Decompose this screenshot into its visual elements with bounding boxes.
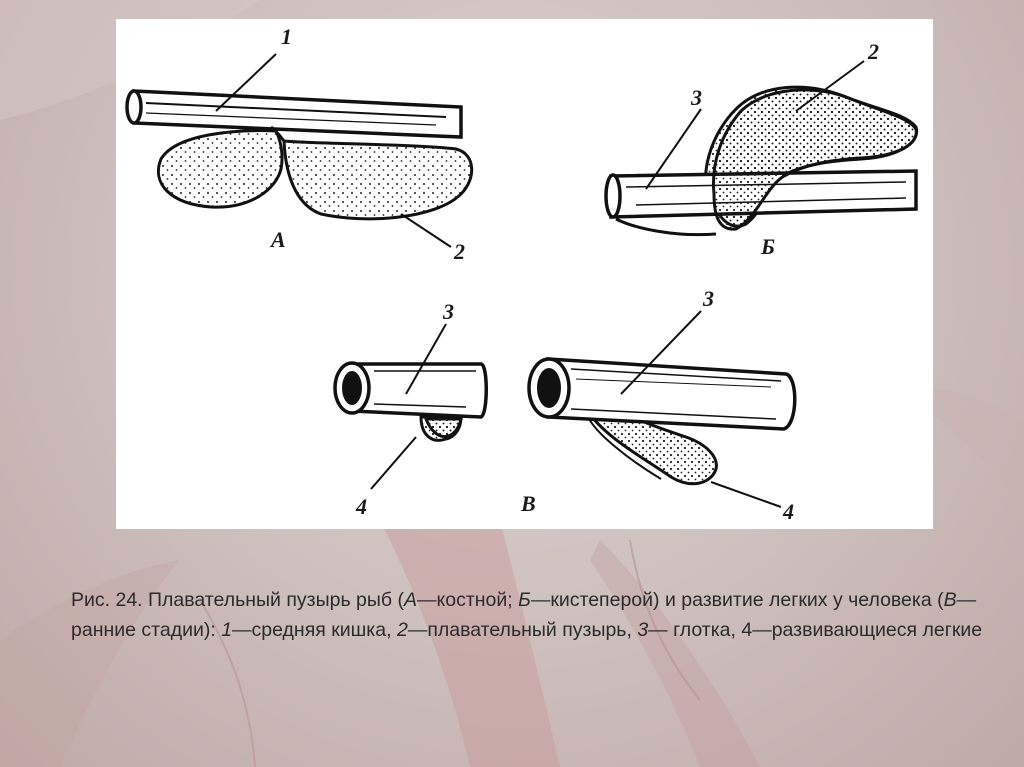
label-v2-3: 3: [703, 286, 714, 311]
leader-line-a2: [401, 214, 451, 247]
caption-t3: — глотка, 4—развивающиеся легкие: [648, 619, 983, 641]
caption-n1: 1: [221, 619, 233, 641]
label-v-section: В: [521, 491, 536, 516]
caption-a-text: —костной;: [417, 589, 519, 611]
swim-bladder-diagram: [116, 19, 933, 529]
label-v1-3: 3: [443, 299, 454, 324]
caption-t2: —плавательный пузырь,: [407, 619, 638, 641]
section-a-drawing: [127, 91, 472, 219]
leader-line-v1-4: [371, 437, 416, 489]
caption-b-letter: Б: [518, 589, 531, 611]
label-a-section: А: [271, 227, 286, 252]
caption-a-letter: А: [403, 589, 417, 611]
label-a-2: 2: [454, 239, 465, 264]
label-v1-4: 4: [356, 494, 367, 519]
section-v-stage1-drawing: [335, 363, 486, 440]
label-b-section: Б: [761, 234, 775, 259]
caption-t1: —средняя кишка,: [232, 619, 397, 641]
section-b-drawing: [606, 87, 917, 235]
figure-panel: [116, 19, 933, 529]
caption-v-text: —ранние стадии):: [71, 589, 977, 641]
caption-v-letter: В: [943, 589, 957, 611]
label-b-3: 3: [691, 85, 702, 110]
label-b-2: 2: [868, 39, 879, 64]
section-v-stage2-drawing: [529, 359, 795, 484]
leader-line-v2-4: [711, 482, 781, 507]
caption-prefix: Рис. 24. Плавательный пузырь рыб (: [71, 589, 404, 611]
label-a-1: 1: [281, 24, 292, 49]
figure-caption: [71, 585, 1001, 645]
caption-n3: 3: [637, 619, 649, 641]
label-v2-4: 4: [783, 499, 794, 524]
caption-b-text: —кистеперой) и развитие легких у человека (: [530, 589, 944, 611]
caption-n2: 2: [396, 619, 408, 641]
